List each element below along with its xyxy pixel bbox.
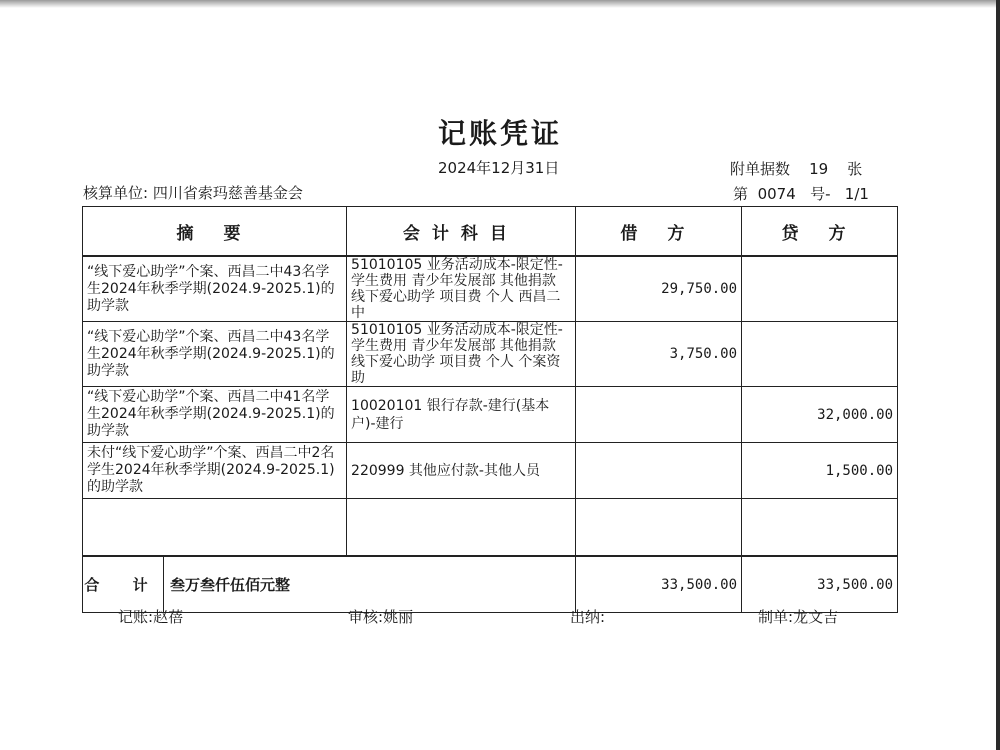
voucher-number — [733, 183, 869, 204]
table-header-row — [83, 207, 898, 257]
preparer-label: 制单: — [758, 608, 794, 626]
blank-cell — [83, 499, 347, 557]
entry-account: 51010105 业务活动成本-限定性-学生费用 青少年发展部 其他捐款 线下爱心助学 项目费 个人 个案资助 — [347, 322, 576, 387]
accounting-unit-value: 四川省索玛慈善基金会 — [152, 184, 303, 202]
total-row — [83, 556, 898, 613]
bookkeeper-label: 记账: — [118, 608, 154, 626]
signature-bookkeeper — [118, 606, 183, 627]
header-summary: 摘 要 — [83, 207, 347, 257]
attachments-label: 附单据数 — [730, 160, 791, 178]
bookkeeper-name: 赵蓓 — [153, 608, 184, 626]
table-row — [83, 443, 898, 499]
signature-cashier — [570, 606, 605, 627]
entry-credit: 32,000.00 — [742, 387, 898, 443]
blank-cell — [575, 499, 741, 557]
total-debit: 33,500.00 — [575, 556, 741, 613]
attachments-unit: 张 — [847, 160, 863, 178]
voucher-number-prefix: 第 — [733, 185, 749, 203]
header-credit: 贷 方 — [742, 207, 898, 257]
entry-summary: “线下爱心助学”个案、西昌二中41名学生2024年秋季学期(2024.9-2025.1)的助学款 — [83, 387, 347, 443]
blank-cell — [742, 499, 898, 557]
entry-credit — [742, 322, 898, 387]
blank-row — [83, 499, 898, 557]
entry-debit: 3,750.00 — [575, 322, 741, 387]
reviewer-name: 姚丽 — [383, 608, 414, 626]
cashier-label: 出纳: — [570, 608, 606, 626]
entry-debit — [575, 443, 741, 499]
voucher-number-value: 0074 — [757, 185, 796, 203]
entry-debit — [575, 387, 741, 443]
reviewer-label: 审核: — [348, 608, 384, 626]
scan-edge-top — [0, 0, 1000, 8]
attachments-number: 19 — [809, 160, 829, 178]
entry-credit: 1,500.00 — [742, 443, 898, 499]
table-row — [83, 322, 898, 387]
total-label: 合 计 — [83, 557, 164, 612]
signature-reviewer — [348, 606, 413, 627]
entry-summary: “线下爱心助学”个案、西昌二中43名学生2024年秋季学期(2024.9-2025.1)的助学款 — [83, 322, 347, 387]
total-credit: 33,500.00 — [742, 556, 898, 613]
voucher-date: 2024年12月31日 — [438, 159, 560, 177]
accounting-unit-label: 核算单位: — [83, 184, 149, 202]
voucher-table — [82, 206, 898, 613]
total-amount-in-words: 叁万叁仟伍佰元整 — [170, 576, 291, 594]
total-cell — [83, 556, 576, 613]
entry-summary: 未付“线下爱心助学”个案、西昌二中2名学生2024年秋季学期(2024.9-2025.1)的助学款 — [83, 443, 347, 499]
header-account: 会计科目 — [347, 207, 576, 257]
entry-summary: “线下爱心助学”个案、西昌二中43名学生2024年秋季学期(2024.9-2025.1)的助学款 — [83, 256, 347, 322]
entry-account: 220999 其他应付款-其他人员 — [347, 443, 576, 499]
voucher-page: 1/1 — [844, 185, 869, 203]
entry-debit: 29,750.00 — [575, 256, 741, 322]
voucher-number-suffix: 号- — [810, 185, 831, 203]
entry-credit — [742, 256, 898, 322]
table-row — [83, 387, 898, 443]
blank-cell — [347, 499, 576, 557]
entry-account: 10020101 银行存款-建行(基本户)-建行 — [347, 387, 576, 443]
header-debit: 借 方 — [575, 207, 741, 257]
signature-preparer — [758, 606, 838, 627]
attachments-count — [730, 158, 862, 179]
accounting-unit — [83, 182, 303, 203]
voucher-title: 记账凭证 — [437, 117, 562, 150]
entry-account: 51010105 业务活动成本-限定性-学生费用 青少年发展部 其他捐款 线下爱心助学 项目费 个人 西昌二中 — [347, 256, 576, 322]
preparer-name: 龙文吉 — [793, 608, 839, 626]
table-row — [83, 256, 898, 322]
